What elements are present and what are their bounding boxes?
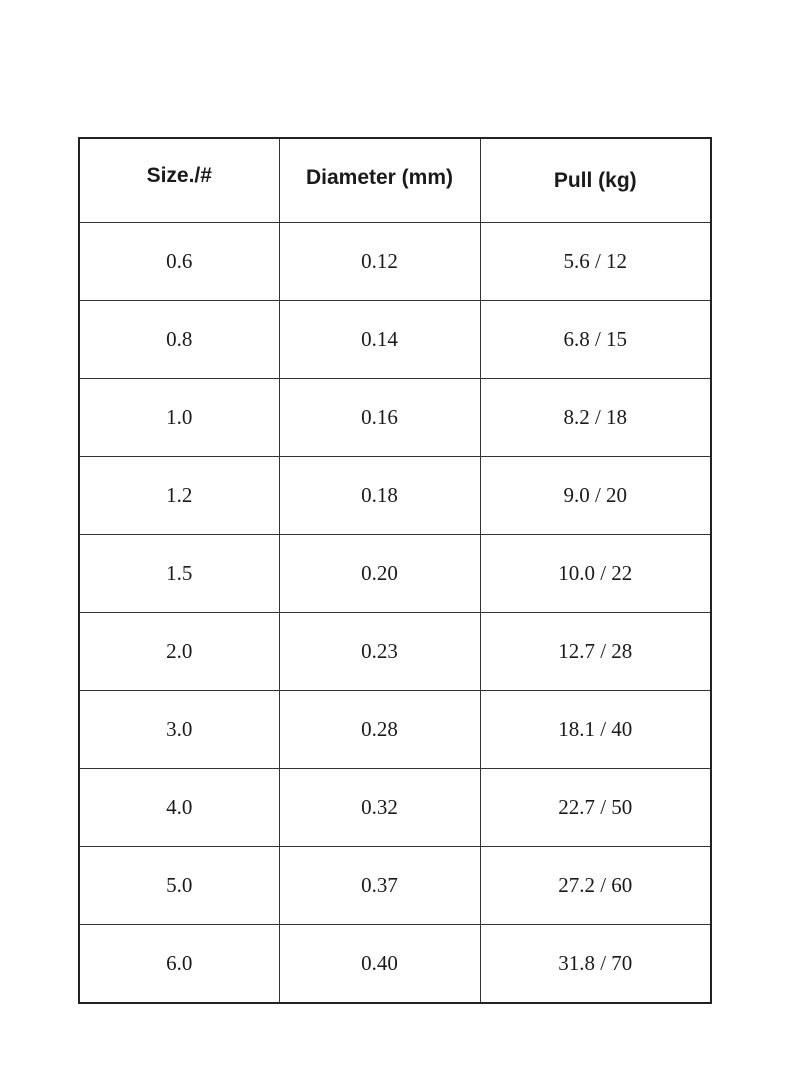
size-cell: 1.0 — [79, 379, 279, 457]
header-size-label: Size./# — [146, 163, 212, 187]
pull-cell: 27.2 / 60 — [480, 847, 711, 925]
header-diameter-label: Diameter (mm) — [305, 165, 454, 189]
table-row — [79, 925, 711, 1004]
table-row — [79, 847, 711, 925]
header-diameter — [279, 138, 480, 223]
header-pull — [480, 138, 711, 223]
diameter-cell: 0.40 — [279, 925, 480, 1004]
size-cell: 4.0 — [79, 769, 279, 847]
size-cell: 0.6 — [79, 223, 279, 301]
line-spec-table — [78, 137, 712, 1004]
pull-cell: 8.2 / 18 — [480, 379, 711, 457]
header-row — [79, 138, 711, 223]
pull-cell: 10.0 / 22 — [480, 535, 711, 613]
pull-cell: 22.7 / 50 — [480, 769, 711, 847]
diameter-cell: 0.18 — [279, 457, 480, 535]
diameter-cell: 0.12 — [279, 223, 480, 301]
size-cell: 2.0 — [79, 613, 279, 691]
diameter-cell: 0.14 — [279, 301, 480, 379]
diameter-cell: 0.28 — [279, 691, 480, 769]
table-row — [79, 223, 711, 301]
size-cell: 5.0 — [79, 847, 279, 925]
pull-cell: 31.8 / 70 — [480, 925, 711, 1004]
diameter-cell: 0.23 — [279, 613, 480, 691]
table-row — [79, 535, 711, 613]
size-cell: 3.0 — [79, 691, 279, 769]
pull-cell: 12.7 / 28 — [480, 613, 711, 691]
table-row — [79, 301, 711, 379]
diameter-cell: 0.20 — [279, 535, 480, 613]
diameter-cell: 0.16 — [279, 379, 480, 457]
header-size — [79, 138, 279, 223]
diameter-cell: 0.32 — [279, 769, 480, 847]
table-header — [79, 138, 711, 223]
table-body — [79, 223, 711, 1004]
diameter-cell: 0.37 — [279, 847, 480, 925]
size-cell: 1.2 — [79, 457, 279, 535]
pull-cell: 6.8 / 15 — [480, 301, 711, 379]
size-cell: 6.0 — [79, 925, 279, 1004]
pull-cell: 18.1 / 40 — [480, 691, 711, 769]
table-row — [79, 769, 711, 847]
table-row — [79, 379, 711, 457]
size-cell: 0.8 — [79, 301, 279, 379]
table-row — [79, 691, 711, 769]
header-pull-label: Pull (kg) — [553, 168, 637, 192]
pull-cell: 5.6 / 12 — [480, 223, 711, 301]
table-row — [79, 457, 711, 535]
table-row — [79, 613, 711, 691]
size-cell: 1.5 — [79, 535, 279, 613]
pull-cell: 9.0 / 20 — [480, 457, 711, 535]
